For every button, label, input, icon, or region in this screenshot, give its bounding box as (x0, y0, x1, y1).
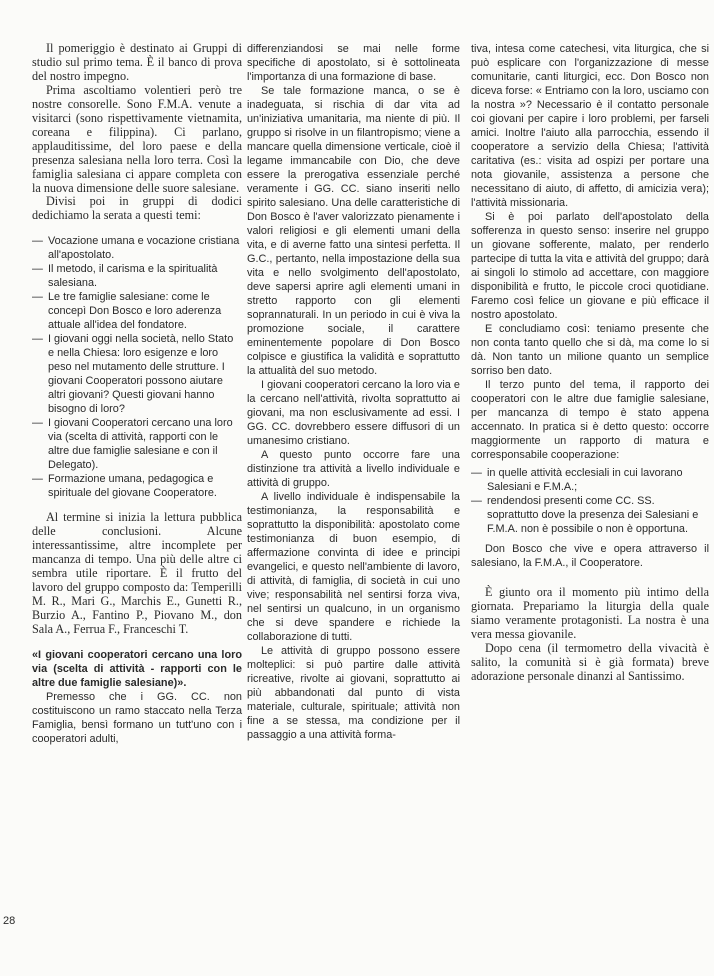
paragraph: Il terzo punto del tema, il rapporto dei cooperatori con le altre due famiglie salesiane, per mancanza di tempo è stato appena accennato. In pratica si è detto questo: occorre maggiormente un rapporto di matura e corresponsabile cooperazione: (471, 379, 709, 461)
section-heading: «I giovani cooperatori cercano una loro via (scelta di attività - rapporti con le altre due famiglie salesiane)». (32, 648, 242, 689)
list-item: — I giovani oggi nella società, nello Stato e nella Chiesa: loro esigenze e loro peso nel mutamento delle strutture. I giovani Cooperatori possono aiutare altri giovani? Questi giovani hanno bisogno di loro? (32, 332, 242, 416)
page-number: 28 (3, 915, 16, 927)
paragraph: Le attività di gruppo possono essere molteplici: si può partire dalle attività ricreative, rivolte ai giovani, soprattutto ai più abbandonati dal punto di vista materiale, culturale, spirituale; attività non fine a se stessa, ma condizione per il passaggio a una attività forma- (247, 645, 460, 741)
paragraph: Don Bosco che vive e opera attraverso il salesiano, la F.M.A., il Cooperatore. (471, 543, 709, 569)
paragraph: I giovani cooperatori cercano la loro via e la cercano nell'attività, rivolta soprattutto ai giovani, ma non esclusivamente ad essi. I GG. CC. dovrebbero essere diffusori di un umanesimo cristiano. (247, 379, 460, 447)
topic-list (32, 234, 242, 500)
column-3 (471, 42, 709, 684)
paragraph: Divisi poi in gruppi di dodici dedichiamo la serata a questi temi: (32, 194, 242, 223)
list-item: — Le tre famiglie salesiane: come le concepì Don Bosco e loro aderenza attuale all'idea del fondatore. (32, 290, 242, 332)
list-item: — in quelle attività ecclesiali in cui lavorano Salesiani e F.M.A.; (471, 466, 709, 494)
paragraph: A questo punto occorre fare una distinzione tra attività a livello individuale e attività di gruppo. (247, 449, 460, 489)
list-item: — Formazione umana, pedagogica e spirituale del giovane Cooperatore. (32, 472, 242, 500)
list-item: — I giovani Cooperatori cercano una loro via (scelta di attività, rapporti con le altre due famiglie salesiane e con il Delegato). (32, 416, 242, 472)
paragraph: Il pomeriggio è destinato ai Gruppi di studio sul primo tema. È il banco di prova del nostro impegno. (32, 41, 242, 83)
list-item: — rendendosi presenti come CC. SS. soprattutto dove la presenza dei Salesiani e F.M.A. non è possibile o non è opportuna. (471, 494, 709, 536)
cooperation-list (471, 466, 709, 536)
column-1 (32, 42, 242, 746)
paragraph: E concludiamo così: teniamo presente che non conta tanto quello che si dà, ma come lo si dà. Non tanto un milione quanto un semplice sorriso ben dato. (471, 323, 709, 377)
paragraph: Se tale formazione manca, o se è inadeguata, si rischia di dar vita ad un'iniziativa umanitaria, ma niente di più. Il gruppo si risolve in un filantropismo; viene a mancare quella dimensione verticale, cioè il legame immancabile con Dio, che deve essere la prerogativa essenziale perché veramente i GG. CC. siano inseriti nello spirito salesiano. Una delle caratteristiche di Don Bosco è l'aver valorizzato pienamente i valori religiosi e gli elementi umani della vita, e di averne fatto una sintesi perfetta. Il G.C., pertanto, nella impostazione della sua vita e nello svolgimento dell'apostolato, deve sapersi aprire agli elementi umani in stretto rapporto con gli elementi soprannaturali. In un periodo in cui è viva la promozione sociale, il carattere eminentemente popolare di Don Bosco colpisce e giustifica la validità e soprattutto la attualità del suo metodo. (247, 85, 460, 377)
list-item: — Vocazione umana e vocazione cristiana all'apostolato. (32, 234, 242, 262)
paragraph: È giunto ora il momento più intimo della giornata. Prepariamo la liturgia della quale siamo veramente protagonisti. La nostra è una vera messa giovanile. (471, 585, 709, 641)
paragraph: Dopo cena (il termometro della vivacità è salito, la comunità si è già formata) breve adorazione personale dinanzi al Santissimo. (471, 640, 709, 683)
paragraph: differenziandosi se mai nelle forme specifiche di apostolato, si è sottolineata l'importanza di una formazione di base. (247, 43, 460, 83)
paragraph: Al termine si inizia la lettura pubblica delle conclusioni. Alcune interessantissime, altre incomplete per mancanza di tempo. Una più delle altre ci sembra utile riportare. È il frutto del lavoro del gruppo composto da: Temperilli M. R., Mari G., Marchis E., Gunetti R., Burzio A., Fantino P., Piovano M., don Sala A., Ferrua F., Franceschi T. (32, 510, 242, 637)
paragraph: Premesso che i GG. CC. non costituiscono un ramo staccato nella Terza Famiglia, bensì formano un tutt'uno con i cooperatori adulti, (32, 690, 242, 745)
paragraph: Prima ascoltiamo volentieri però tre nostre consorelle. Sono F.M.A. venute a visitarci (sono rispettivamente vietnamita, coreana e filippina). Ci parlano, applauditissime, del loro paese e della presenza salesiana nella loro terra. Così la famiglia salesiana ci appare completa con la nuova dimensione delle suore salesiane. (32, 82, 242, 195)
column-2 (247, 42, 460, 742)
paragraph: A livello individuale è indispensabile la testimonianza, la responsabilità e soprattutto la disponibilità: apostolato come testimonianza di buon esempio, di affermazione convinta di idee e principi evangelici, e questo nell'ambiente di lavoro, di attività, di famiglia, di società in cui uno vive; responsabilità nel sentirsi forza viva, nel sentirsi un qualcuno, in un organismo che si deve spandere e richiede la collaborazione di tutti. (247, 491, 460, 643)
paragraph: tiva, intesa come catechesi, vita liturgica, che si può esplicare con l'organizzazione di messe comunitarie, canti liturgici, ecc. Don Bosco non diceva forse: « Entriamo con la loro, usciamo con la nostra »? Necessario è il contatto personale coi giovani per capire i loro problemi, per farseli amici. Inoltre l'aiuto alla parrocchia, essendo il cooperatore a servizio della Chiesa; l'attività caritativa (es.: visita ad ospizi per portare una nota giovanile, assistenza a persone che necessitano di aiuto, di affetto, di amicizia vera); l'attività missionaria. (471, 43, 709, 209)
paragraph: Si è poi parlato dell'apostolato della sofferenza in questo senso: inserire nel gruppo un giovane sofferente, malato, per renderlo partecipe di tutta la vita e attività del gruppo; darà ai singoli lo stimolo ad accettare, con maggiore disponibilità e frutto, le piccole croci quotidiane. Faremo così felice un giovane e più efficace il nostro apostolato. (471, 211, 709, 321)
list-item: — Il metodo, il carisma e la spiritualità salesiana. (32, 262, 242, 290)
